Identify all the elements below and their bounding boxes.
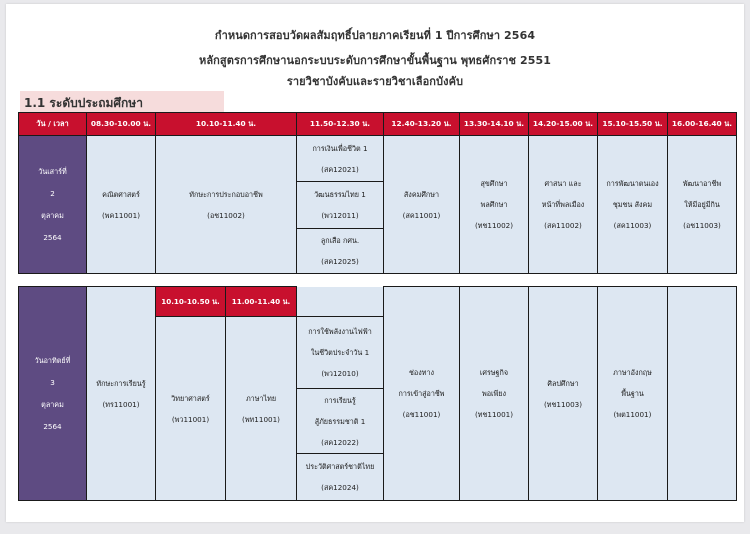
- header-slot: 13.30-14.10 น.: [460, 113, 529, 136]
- exam-cell: ศาสนา และ หน้าที่พลเมือง (สค11002): [529, 136, 598, 274]
- exam-cell: ทักษะการเรียนรู้ (ทร11001): [87, 287, 156, 501]
- sub-slot-header: 10.10-10.50 น.: [156, 287, 226, 317]
- blank-cell: [297, 287, 384, 317]
- exam-cell: ทักษะการประกอบอาชีพ (อช11002): [156, 136, 297, 274]
- exam-cell: พัฒนาอาชีพ ให้มีอยู่มีกิน (อช11003): [668, 136, 737, 274]
- exam-cell: สังคมศึกษา (สค11001): [384, 136, 460, 274]
- header-slot: 10.10-11.40 น.: [156, 113, 297, 136]
- header-slot: 14.20-15.00 น.: [529, 113, 598, 136]
- exam-cell: [668, 287, 737, 501]
- exam-cell: การพัฒนาตนเอง ชุมชน สังคม (สค11003): [598, 136, 668, 274]
- header-slot: 12.40-13.20 น.: [384, 113, 460, 136]
- header-slot: 16.00-16.40 น.: [668, 113, 737, 136]
- header-slot: 08.30-10.00 น.: [87, 113, 156, 136]
- day-cell: วันเสาร์ที่ 2 ตุลาคม 2564: [19, 136, 87, 274]
- exam-cell: เศรษฐกิจ พอเพียง (ทช11001): [460, 287, 529, 501]
- sub-slot-header: 11.00-11.40 น.: [226, 287, 297, 317]
- exam-cell: วัฒนธรรมไทย 1 (พว12011): [297, 182, 384, 229]
- exam-cell: สุขศึกษา พลศึกษา (ทช11002): [460, 136, 529, 274]
- exam-cell: คณิตศาสตร์ (พค11001): [87, 136, 156, 274]
- exam-cell: ภาษาอังกฤษ พื้นฐาน (พต11001): [598, 287, 668, 501]
- exam-cell: ศิลปศึกษา (ทช11003): [529, 287, 598, 501]
- exam-cell: ลูกเสือ กศน. (สค12025): [297, 229, 384, 274]
- exam-cell: วิทยาศาสตร์ (พว11001): [156, 317, 226, 501]
- schedule-table-day1: [18, 112, 737, 274]
- doc-subtitle: หลักสูตรการศึกษานอกระบบระดับการศึกษาขั้นพื้นฐาน พุทธศักราช 2551: [198, 54, 552, 67]
- exam-cell: การใช้พลังงานไฟฟ้า ในชีวิตประจำวัน 1 (พว12010): [297, 317, 384, 389]
- exam-cell: ประวัติศาสตร์ชาติไทย (สค12024): [297, 454, 384, 501]
- section-title: 1.1 ระดับประถมศึกษา: [20, 91, 224, 113]
- doc-title: กำหนดการสอบวัดผลสัมฤทธิ์ปลายภาคเรียนที่ 1 ปีการศึกษา 2564: [214, 29, 536, 42]
- exam-cell: การเงินเพื่อชีวิต 1 (สค12021): [297, 136, 384, 182]
- header-slot: 11.50-12.30 น.: [297, 113, 384, 136]
- exam-cell: ช่องทาง การเข้าสู่อาชีพ (อช11001): [384, 287, 460, 501]
- exam-cell: ภาษาไทย (พท11001): [226, 317, 297, 501]
- doc-subtitle-2: รายวิชาบังคับและรายวิชาเลือกบังคับ: [286, 75, 464, 88]
- header-slot: 15.10-15.50 น.: [598, 113, 668, 136]
- table-header-row: [19, 113, 737, 136]
- day-cell: วันอาทิตย์ที่ 3 ตุลาคม 2564: [19, 287, 87, 501]
- exam-cell: การเรียนรู้ สู้ภัยธรรมชาติ 1 (สค12022): [297, 389, 384, 454]
- document-page: [6, 4, 744, 522]
- schedule-table-day2: [18, 286, 737, 501]
- header-day-time: วัน / เวลา: [19, 113, 87, 136]
